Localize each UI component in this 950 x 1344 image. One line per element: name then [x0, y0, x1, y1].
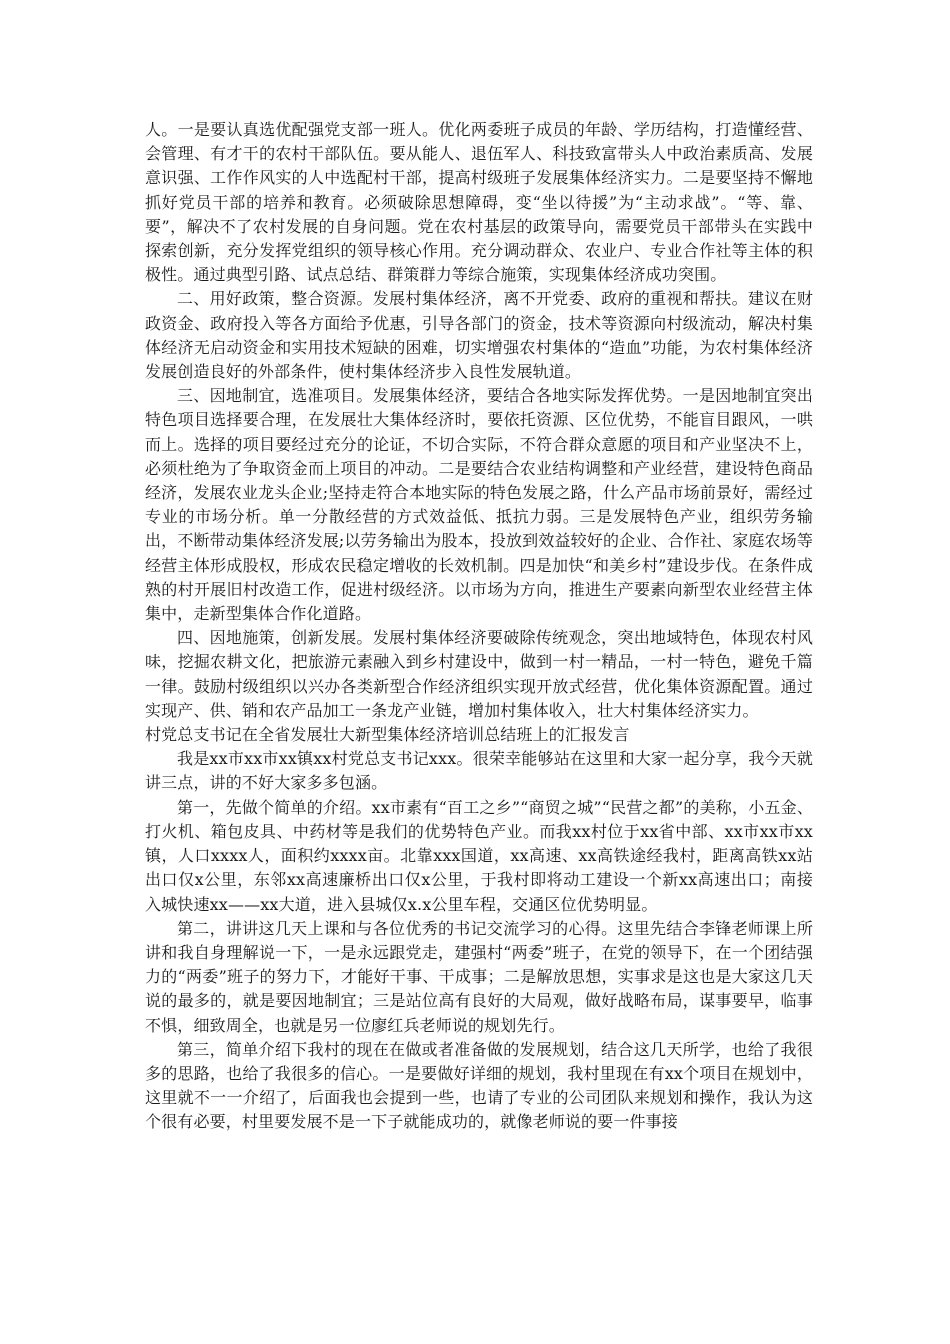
paragraph-policy-resources: 二、用好政策，整合资源。发展村集体经济，离不开党委、政府的重视和帮扶。建议在财政资金、政府投入等各方面给予优惠，引导各部门的资金，技术等资源向村级流动，解决村集体经济无启动资金和实用技术短缺的困难，切实增强农村集体的“造血”功能，为农村集体经济发展创造良好的外部条件，使村集体经济步入良性发展轨道。: [145, 289, 813, 382]
document-page: [145, 118, 813, 1135]
paragraph-self-intro: 我是xx市xx市xx镇xx村党总支书记xxx。很荣幸能够站在这里和大家一起分享，我今天就讲三点，讲的不好大家多多包涵。: [145, 749, 813, 793]
paragraph-village-intro: 第一，先做个简单的介绍。xx市素有“百工之乡”“商贸之城”“民营之都”的美称，小五金、打火机、箱包皮具、中药材等是我们的优势特色产业。而我xx村位于xx省中部、xx市xx市xx镇，人口xxxx人，面积约xxxx亩。北靠xxx国道，xx高速、xx高铁途经我村，距离高铁xx站出口仅x公里，东邻xx高速廉桥出口仅x公里，于我村即将动工建设一个新xx高速出口；南接入城快速xx——xx大道，进入县城仅x.x公里车程，交通区位优势明显。: [145, 797, 813, 914]
paragraph-innovation: 四、因地施策，创新发展。发展村集体经济要破除传统观念，突出地域特色，体现农村风味，挖掘农耕文化，把旅游元素融入到乡村建设中，做到一村一精品，一村一特色，避免千篇一律。鼓励村级组织以兴办各类新型合作经济组织实现开放式经营，优化集体资源配置。通过实现产、供、销和农产品加工一条龙产业链，增加村集体收入，壮大村集体经济实力。: [145, 628, 813, 720]
section-heading: 村党总支书记在全省发展壮大新型集体经济培训总结班上的汇报发言: [145, 725, 630, 745]
paragraph-continuation: 人。一是要认真选优配强党支部一班人。优化两委班子成员的年龄、学历结构，打造懂经营、会管理、有才干的农村干部队伍。要从能人、退伍军人、科技致富带头人中政治素质高、发展意识强、工作作风实的人中选配村干部，提高村级班子发展集体经济实力。二是要坚持不懈地抓好党员干部的培养和教育。必须破除思想障碍，变“坐以待援”为“主动求战”。“等、靠、要”，解决不了农村发展的自身问题。党在农村基层的政策导向，需要党员干部带头在实践中探索创新，充分发挥党组织的领导核心作用。充分调动群众、农业户、专业合作社等主体的积极性。通过典型引路、试点总结、群策群力等综合施策，实现集体经济成功突围。: [145, 120, 813, 285]
paragraph-learning-insights: 第二，讲讲这几天上课和与各位优秀的书记交流学习的心得。这里先结合李锋老师课上所讲和我自身理解说一下，一是永远跟党走，建强村“两委”班子，在党的领导下，在一个团结强力的“两委”班子的努力下，才能好干事、干成事；二是解放思想，实事求是这也是大家这几天说的最多的，就是要因地制宜；三是站位高有良好的大局观，做好战略布局，谋事要早，临事不惧，细致周全，也就是另一位廖红兵老师说的规划先行。: [145, 918, 813, 1035]
paragraph-development-plan: 第三，简单介绍下我村的现在在做或者准备做的发展规划，结合这几天所学，也给了我很多的思路，也给了我很多的信心。一是要做好详细的规划，我村里现在有xx个项目在规划中，这里就不一一介绍了，后面我也会提到一些，也请了专业的公司团队来规划和操作，我认为这个很有必要，村里要发展不是一下子就能成功的，就像老师说的要一件事接: [145, 1039, 813, 1132]
paragraph-local-projects: 三、因地制宜，选准项目。发展集体经济，要结合各地实际发挥优势。一是因地制宜突出特色项目选择要合理，在发展壮大集体经济时，要依托资源、区位优势，不能盲目跟风，一哄而上。选择的项目要经过充分的论证，不切合实际，不符合群众意愿的项目和产业坚决不上，必须杜绝为了争取资金而上项目的冲动。二是要结合农业结构调整和产业经营，建设特色商品经济，发展农业龙头企业;坚持走符合本地实际的特色发展之路，什么产品市场前景好，需经过专业的市场分析。单一分散经营的方式效益低、抵抗力弱。三是发展特色产业，组织劳务输出，不断带动集体经济发展;以劳务输出为股本，投放到效益较好的企业、合作社、家庭农场等经营主体形成股权，形成农民稳定增收的长效机制。四是加快“和美乡村”建设步伐。在条件成熟的村开展旧村改造工作，促进村级经济。以市场为方向，推进生产要素向新型农业经营主体集中，走新型集体合作化道路。: [145, 386, 813, 624]
